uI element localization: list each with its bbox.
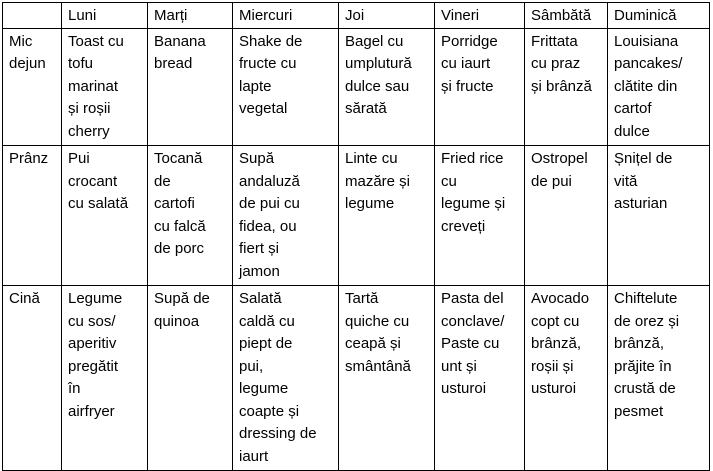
- header-cell-day: Marți: [148, 3, 233, 29]
- table-cell: Legume cu sos/ aperitiv pregătit în airfryer: [62, 286, 148, 471]
- meal-label-cell: Mic dejun: [3, 28, 62, 146]
- header-cell-day: Luni: [62, 3, 148, 29]
- table-cell: Louisiana pancakes/ clătite din cartof dulce: [608, 28, 710, 146]
- header-cell-day: Joi: [339, 3, 435, 29]
- table-cell: Salată caldă cu piept de pui, legume coapte și dressing de iaurt: [233, 286, 339, 471]
- table-cell: Pui crocant cu salată: [62, 146, 148, 286]
- weekly-meal-plan-table: [2, 2, 710, 471]
- header-cell-day: Duminică: [608, 3, 710, 29]
- table-cell: Supă de quinoa: [148, 286, 233, 471]
- meal-label-cell: Cină: [3, 286, 62, 471]
- table-cell: Tocană de cartofi cu falcă de porc: [148, 146, 233, 286]
- header-cell-empty: [3, 3, 62, 29]
- table-cell: Shake de fructe cu lapte vegetal: [233, 28, 339, 146]
- table-row-breakfast: [3, 28, 710, 146]
- table-cell: Linte cu mazăre și legume: [339, 146, 435, 286]
- table-row-dinner: [3, 286, 710, 471]
- table-cell: Supă andaluză de pui cu fidea, ou fiert și jamon: [233, 146, 339, 286]
- table-cell: Șnițel de vită asturian: [608, 146, 710, 286]
- table-cell: Chiftelute de orez și brânză, prăjite în crustă de pesmet: [608, 286, 710, 471]
- table-cell: Avocado copt cu brânză, roșii și usturoi: [525, 286, 608, 471]
- header-cell-day: Miercuri: [233, 3, 339, 29]
- header-row: [3, 3, 710, 29]
- table-cell: Banana bread: [148, 28, 233, 146]
- table-cell: Frittata cu praz și brânză: [525, 28, 608, 146]
- table-cell: Porridge cu iaurt și fructe: [435, 28, 525, 146]
- table-cell: Pasta del conclave/ Paste cu unt și usturoi: [435, 286, 525, 471]
- table-cell: Fried rice cu legume și creveți: [435, 146, 525, 286]
- table-cell: Tartă quiche cu ceapă și smântână: [339, 286, 435, 471]
- table-cell: Bagel cu umplutură dulce sau sărată: [339, 28, 435, 146]
- header-cell-day: Vineri: [435, 3, 525, 29]
- table-cell: Ostropel de pui: [525, 146, 608, 286]
- meal-label-cell: Prânz: [3, 146, 62, 286]
- table-row-lunch: [3, 146, 710, 286]
- header-cell-day: Sâmbătă: [525, 3, 608, 29]
- table-cell: Toast cu tofu marinat și roșii cherry: [62, 28, 148, 146]
